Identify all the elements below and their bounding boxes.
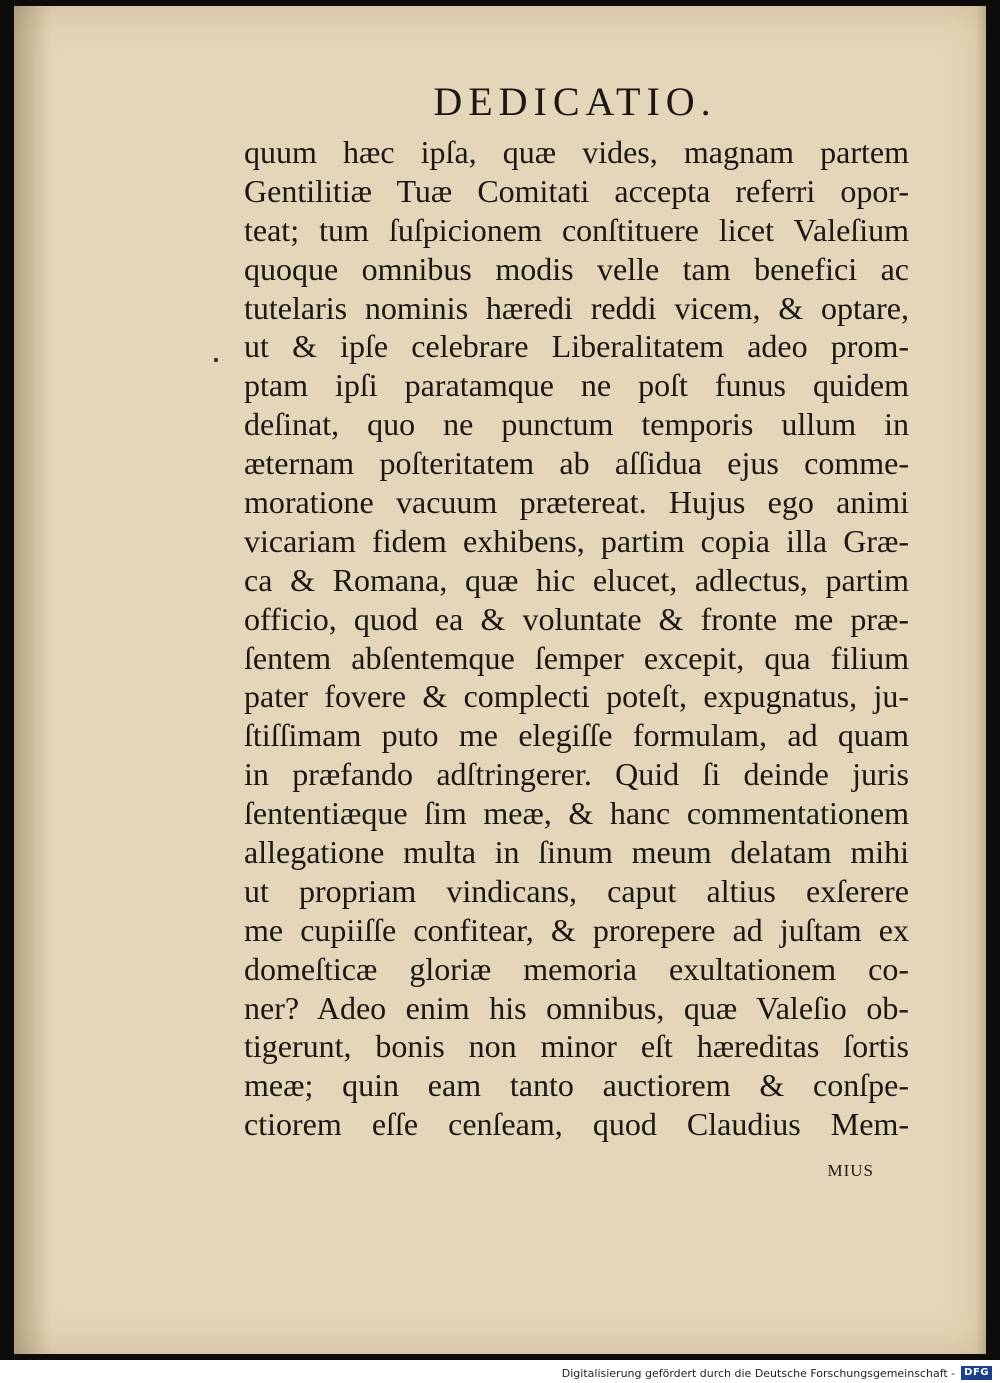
text-line: in præfando adſtringerer. Quid ſi deinde juris (244, 756, 909, 793)
text-line: ner? Adeo enim his omnibus, quæ Valeſio ob- (244, 989, 909, 1026)
text-line: quoque omnibus modis velle tam benefici ac (244, 250, 909, 287)
text-line: tutelaris nominis hæredi reddi vicem, & optare, (244, 289, 909, 326)
body-text (244, 133, 909, 1144)
text-line: ut propriam vindicans, caput altius exſerere (244, 872, 909, 909)
text-line: teat; tum ſuſpicionem conſtituere licet Valeſium (244, 211, 909, 248)
running-head: DEDICATIO. (433, 79, 717, 124)
funding-credit: Digitalisierung gefördert durch die Deutsche Forschungsgemeinschaft - (561, 1366, 956, 1380)
text-line: moratione vacuum prætereat. Hujus ego animi (244, 484, 909, 521)
text-line: tigerunt, bonis non minor eſt hæreditas ſortis (244, 1028, 909, 1065)
ink-speck (214, 358, 218, 362)
text-line: ſtiſſimam puto me elegiſſe formulam, ad quam (244, 717, 909, 754)
text-line: Gentilitiæ Tuæ Comitati accepta referri opor- (244, 172, 909, 209)
text-line: ſententiæque ſim meæ, & hanc commentationem (244, 795, 909, 832)
text-line: quum hæc ipſa, quæ vides, magnam partem (244, 134, 909, 170)
text-line: allegatione multa in ſinum meum delatam mihi (244, 834, 909, 871)
book-page (14, 6, 986, 1354)
text-line: domeſticæ gloriæ memoria exultationem co- (244, 950, 909, 987)
text-line: æternam poſteritatem ab aſſidua ejus comme- (244, 445, 909, 482)
text-line: ptam ipſi paratamque ne poſt funus quidem (244, 367, 909, 404)
dfg-logo-icon: DFG (961, 1366, 992, 1380)
text-line: ca & Romana, quæ hic elucet, adlectus, partim (244, 561, 909, 598)
digitization-footer (0, 1363, 1000, 1383)
text-line: me cupiiſſe confitear, & prorepere ad juſtam ex (244, 911, 909, 948)
text-line: vicariam fidem exhibens, partim copia illa Græ- (244, 522, 909, 559)
text-line: officio, quod ea & voluntate & fronte me præ- (244, 600, 909, 637)
text-line: ſentem abſentemque ſemper excepit, qua filium (244, 639, 909, 676)
catchword: mius (827, 1156, 874, 1182)
text-line: meæ; quin eam tanto auctiorem & conſpe- (244, 1067, 909, 1104)
text-line: pater fovere & complecti poteſt, expugnatus, ju- (244, 678, 909, 715)
text-line: deſinat, quo ne punctum temporis ullum in (244, 406, 909, 443)
text-line: ut & ipſe celebrare Liberalitatem adeo prom- (244, 328, 909, 365)
text-line-last: ctiorem eſſe cenſeam, quod Claudius Mem- (244, 1106, 909, 1143)
